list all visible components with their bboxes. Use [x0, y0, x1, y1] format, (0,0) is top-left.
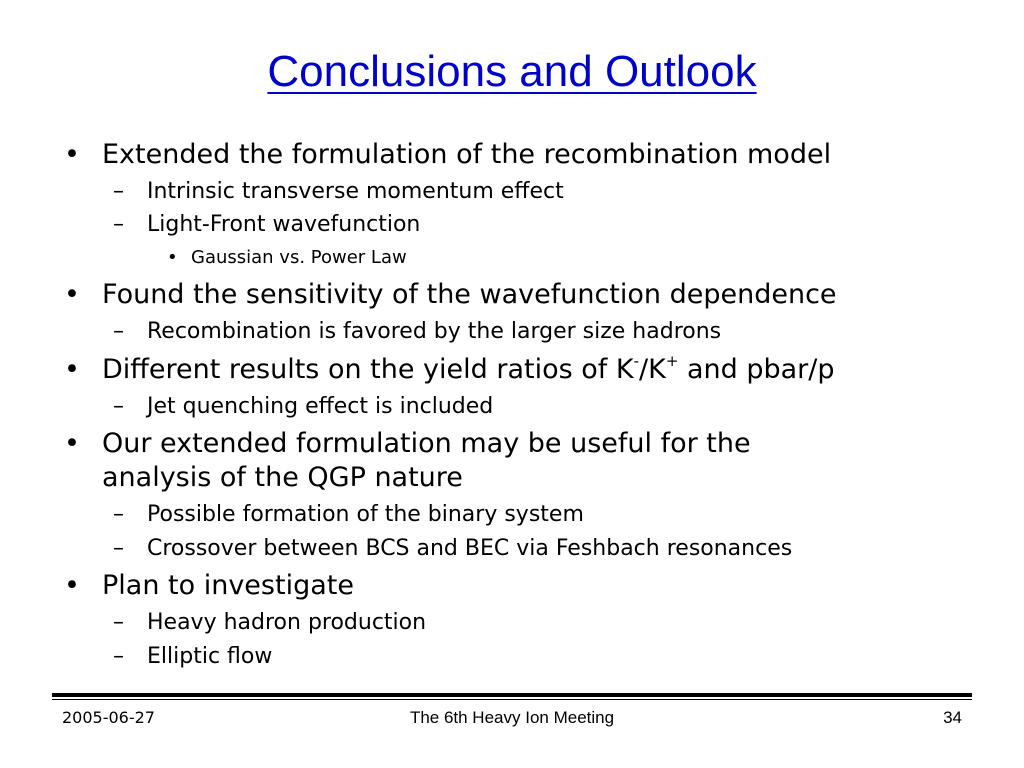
list-item-text: Our extended formulation may be useful for the	[102, 428, 751, 459]
page-number: 34	[943, 708, 962, 727]
sub-bullet-marker: •	[167, 247, 178, 268]
ratio-text-pre: Different results on the yield ratios of K	[102, 354, 634, 385]
bullet-marker: •	[64, 570, 80, 601]
list-item-text: Gaussian vs. Power Law	[191, 247, 407, 268]
dash-marker: –	[113, 212, 124, 237]
list-item-text: Crossover between BCS and BEC via Feshbach resonances	[147, 536, 793, 561]
list-item-text: Found the sensitivity of the wavefunction dependence	[102, 279, 837, 310]
dash-marker: –	[113, 319, 124, 344]
bullet-marker: •	[64, 428, 80, 459]
list-item-text: Elliptic flow	[147, 644, 273, 669]
dash-marker: –	[113, 610, 124, 635]
list-item-text: Heavy hadron production	[147, 610, 427, 635]
bullet-marker: •	[64, 139, 80, 170]
superscript-plus: +	[665, 352, 679, 370]
bullet-marker: •	[64, 354, 80, 385]
dash-marker: –	[113, 644, 124, 669]
list-item-text: Jet quenching effect is included	[147, 394, 494, 419]
ratio-text-mid: /K	[639, 354, 666, 385]
list-item-text	[102, 353, 835, 387]
bullet-marker: •	[64, 279, 80, 310]
ratio-text-post: and pbar/p	[678, 354, 835, 385]
list-item-text: Light-Front wavefunction	[147, 212, 421, 237]
footer-divider-thin	[52, 699, 972, 700]
footer-divider	[52, 693, 972, 697]
superscript-minus: -	[633, 352, 639, 370]
dash-marker: –	[113, 502, 124, 527]
list-item-text: analysis of the QGP nature	[102, 462, 463, 493]
dash-marker: –	[113, 536, 124, 561]
footer-date: 2005-06-27	[62, 708, 155, 727]
footer-event: The 6th Heavy Ion Meeting	[409, 708, 615, 727]
list-item-text: Intrinsic transverse momentum effect	[147, 179, 564, 204]
list-item-text: Extended the formulation of the recombination model	[102, 139, 832, 170]
list-item-text: Possible formation of the binary system	[147, 502, 584, 527]
dash-marker: –	[113, 394, 124, 419]
list-item-text: Recombination is favored by the larger size hadrons	[147, 319, 722, 344]
slide-title: Conclusions and Outlook	[267, 47, 757, 96]
list-item-text: Plan to investigate	[102, 570, 354, 601]
dash-marker: –	[113, 179, 124, 204]
